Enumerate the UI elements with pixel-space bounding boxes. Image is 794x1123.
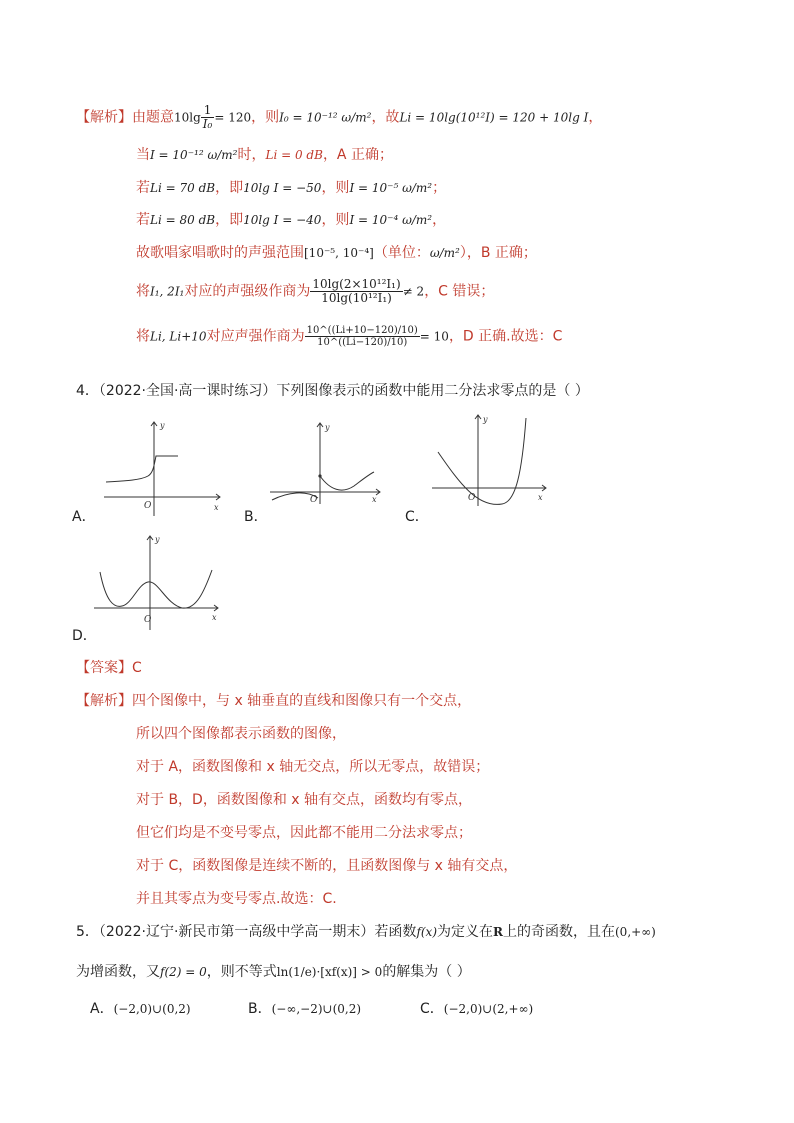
x-axis-label: x (214, 503, 219, 512)
sol3-line-4: 若Li = 80 dB，即10lg I = −40，则I = 10⁻⁴ ω/m²， (136, 212, 447, 228)
sol3-line-5: 故歌唱家唱歌时的声强范围[10⁻⁵, 10⁻⁴]（单位：ω/m²），B 正确； (136, 245, 537, 261)
solution-tag: 【解析】 (76, 109, 132, 126)
solution-tag: 【解析】 (76, 693, 132, 709)
option-d-label: D． (72, 628, 97, 644)
graph-b (268, 420, 384, 506)
q4-solution-line-3: 对于 A，函数图像和 x 轴无交点，所以无零点，故错误； (136, 759, 490, 775)
sol3-line-2: 当I = 10⁻¹² ω/m²时，Li = 0 dB，A 正确； (136, 147, 393, 163)
graph-d (92, 532, 222, 632)
y-axis-label: y (325, 423, 330, 432)
sol3-line-3: 若Li = 70 dB，即10lg I = −50，则I = 10⁻⁵ ω/m²； (136, 180, 447, 196)
question-5-stem-line-2: 为增函数，又f(2) = 0，则不等式ln(1/e)·[xf(x)] > 0的解集为（ ） (76, 964, 471, 980)
fraction: $\frac{1}{\text{I₀}}$ (202, 103, 213, 132)
fraction: $\frac{10\^{}((Li+10-120)/10)}{10\^{}((Li-120)/10)}$ (306, 325, 418, 348)
y-axis-label: y (160, 421, 165, 430)
function-curve (106, 456, 178, 482)
origin-label: O (310, 495, 318, 505)
q4-solution-line-2: 所以四个图像都表示函数的图像， (136, 726, 346, 742)
graph-a (96, 418, 226, 518)
graph-c (430, 412, 550, 508)
y-axis-label: y (483, 415, 488, 424)
q4-solution-line-7: 并且其零点为变号零点.故选：C. (136, 891, 337, 907)
option-a-label: A． (72, 509, 96, 525)
q4-solution-line-1: 【解析】四个图像中，与 x 轴垂直的直线和图像只有一个交点， (76, 693, 472, 709)
option-c-label: C． (405, 509, 429, 525)
sol3-line-1: 【解析】由题意10lg $\frac{1}{\text{I₀}}$ = 120，则I₀ = 10⁻¹² ω/m²，故Li = 10lg(10¹²I) = 120 + 10lg I， (76, 103, 603, 132)
q4-solution-line-6: 对于 C，函数图像是连续不断的，且函数图像与 x 轴有交点， (136, 858, 518, 874)
x-axis-label: x (212, 613, 217, 622)
y-axis-label: y (155, 535, 160, 544)
question-5-stem-line-1: 5．（2022·辽宁·新民市第一高级中学高一期末）若函数f(x)为定义在R上的奇函数，且在(0,+∞) (76, 924, 656, 940)
option-b-label: B． (244, 509, 268, 525)
function-curve (100, 570, 212, 608)
origin-label: O (144, 615, 152, 625)
q5-option-c: C．(−2,0)∪(2,+∞) (420, 1001, 534, 1017)
function-curve-right (320, 472, 374, 490)
answer-value: C (132, 660, 142, 676)
x-axis-label: x (538, 493, 543, 502)
point-marker (318, 474, 321, 477)
q4-solution-line-4: 对于 B，D，函数图像和 x 轴有交点，函数均有零点， (136, 792, 473, 808)
q4-answer (76, 657, 142, 677)
question-4-stem: 4．（2022·全国·高一课时练习）下列图像表示的函数中能用二分法求零点的是（ ） (76, 383, 589, 399)
x-axis-label: x (372, 495, 377, 504)
fraction: $\frac{\text{10lg(2×10¹²I₁)}}{\text{10lg(10¹²I₁)}}$ (312, 277, 401, 306)
q5-option-a: A．(−2,0)∪(0,2) (90, 1001, 191, 1017)
answer-tag: 【答案】 (76, 660, 132, 676)
q5-option-b: B．(−∞,−2)∪(0,2) (248, 1001, 362, 1017)
sol3-line-6: 将I₁, 2I₁对应的声强级作商为 $\frac{\text{10lg(2×10¹²I₁)}}{\text{10lg(10¹²I₁)}}$ ≠ 2，C 错误； (136, 277, 495, 306)
function-curve (438, 418, 526, 504)
sol3-line-7: 将Li, Li+10对应声强作商为 $\frac{10\^{}((Li+10-120)/10)}{10\^{}((Li-120)/10)}$ = 10，D 正确.故选：C (136, 325, 563, 348)
origin-label: O (144, 501, 152, 511)
q4-solution-line-5: 但它们均是不变号零点，因此都不能用二分法求零点； (136, 825, 472, 841)
origin-label: O (468, 493, 476, 503)
